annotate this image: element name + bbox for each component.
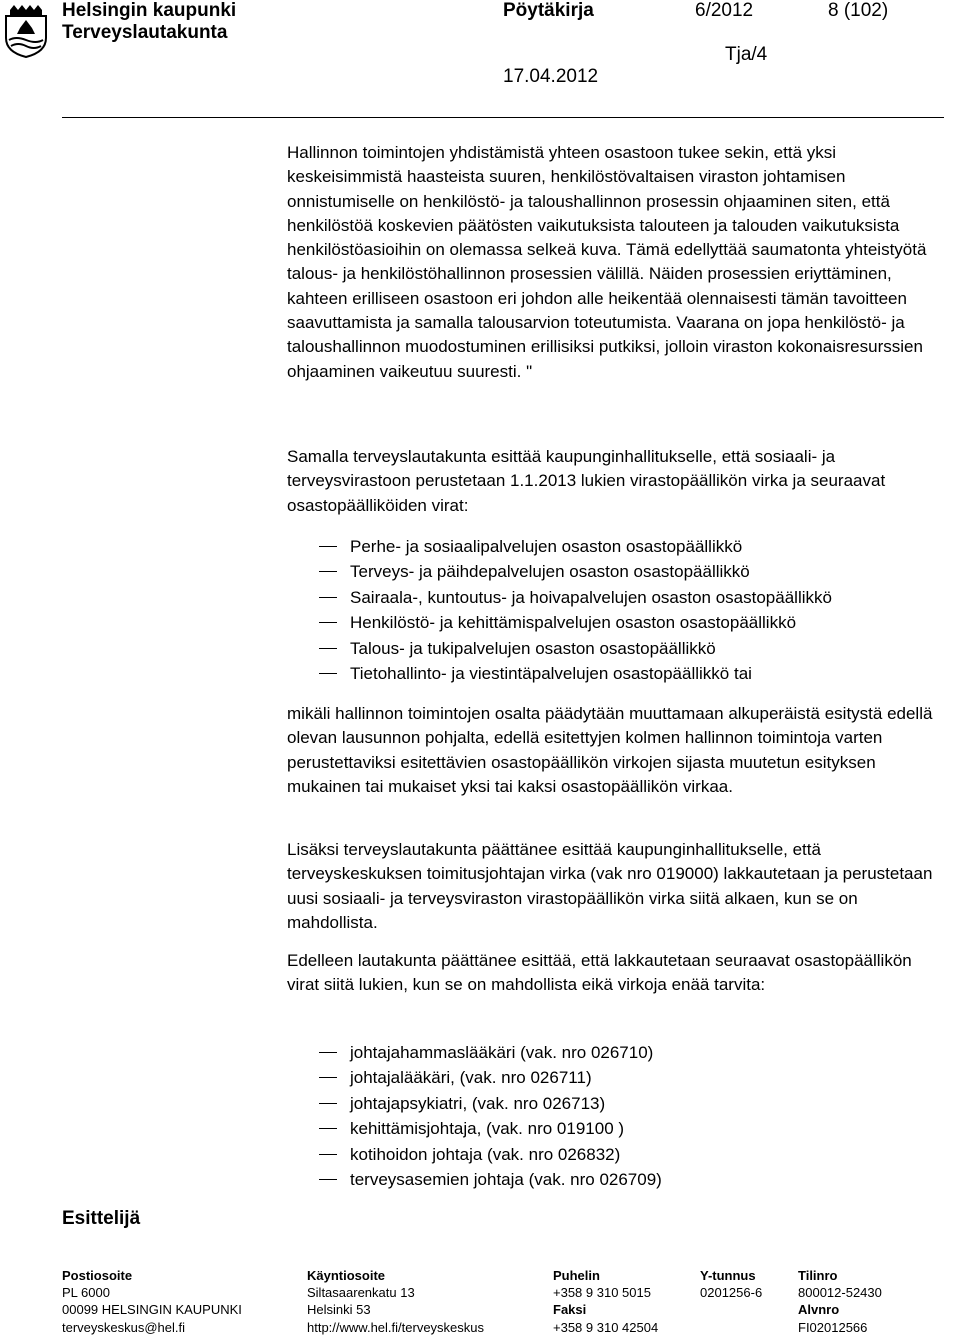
paragraph-text: mikäli hallinnon toimintojen osalta päädytään muuttamaan alkuperäistä esitystä edellä olevan lausunnon pohjalta, edellä esitettyjen kolmen hallinnon toimintoja varten perustettaviksi esitettävien osastopäällikön virkojen sijasta muutetun esityksen mukainen tai mukaiset yksi tai kaksi osastopäällikön virkaa. — [287, 704, 933, 796]
paragraph-abolish-posts — [287, 949, 947, 998]
footer-visiting-address: Käyntiosoite Siltasaarenkatu 13 Helsinki 53 http://www.hel.fi/terveyskeskus — [307, 1268, 485, 1335]
dash-icon — [319, 597, 337, 598]
dash-icon — [319, 622, 337, 623]
list-item: terveysasemien johtaja (vak. nro 026709) — [287, 1167, 662, 1192]
city-name: Helsingin kaupunki — [62, 0, 237, 21]
footer-phone: Puhelin +358 9 310 5015 Faksi +358 9 310 42504 — [553, 1268, 659, 1335]
dash-icon — [319, 1077, 337, 1078]
list-item: Perhe- ja sosiaalipalvelujen osaston osastopäällikkö — [287, 534, 832, 559]
footer-heading: Tilinro — [798, 1268, 838, 1283]
presenter-label: Esittelijä — [62, 1208, 141, 1229]
footer-heading: Postiosoite — [62, 1268, 133, 1283]
paragraph-text: Samalla terveyslautakunta esittää kaupunginhallitukselle, että sosiaali- ja terveysvirastoon perustetaan 1.1.2013 lukien virastopäällikön virka ja seuraavat osastopäälliköiden virat: — [287, 447, 886, 515]
list-item: kotihoidon johtaja (vak. nro 026832) — [287, 1142, 662, 1167]
list-item: Henkilöstö- ja kehittämispalvelujen osaston osastopäällikkö — [287, 610, 832, 635]
footer-heading: Puhelin — [553, 1268, 600, 1283]
page-number: 8 (102) — [828, 0, 889, 21]
paragraph-proposal — [287, 445, 947, 518]
footer-heading: Alvnro — [798, 1302, 840, 1318]
paragraph-admin-merger — [287, 141, 947, 384]
dash-icon — [319, 648, 337, 649]
meeting-date: 17.04.2012 — [503, 66, 599, 87]
document-number: 6/2012 — [695, 0, 754, 21]
header-divider — [62, 117, 944, 118]
dash-icon — [319, 1128, 337, 1129]
paragraph-ceo-post — [287, 838, 947, 935]
list-item: Sairaala-, kuntoutus- ja hoivapalvelujen osaston osastopäällikkö — [287, 585, 832, 610]
footer-website: http://www.hel.fi/terveyskeskus — [307, 1319, 485, 1335]
list-item: Tietohallinto- ja viestintäpalvelujen osastopäällikkö tai — [287, 661, 832, 686]
footer-business-id: Y-tunnus 0201256-6 — [700, 1268, 763, 1301]
paragraph-text: Hallinnon toimintojen yhdistämistä yhteen osastoon tukee sekin, että yksi keskeisimmistä haasteista suuren, henkilöstövaltaisen viraston johtamisen onnistumiselle on henkilöstö- ja taloushallinnon prosessin ohjaaminen siten, että henkilöstöä koskevien päätösten vaikutuksista talouteen ja talouden vaikutuksista henkilöstöasioihin on olemassa selkeä kuva. Tämä edellyttää saumatonta yhteistyötä talous- ja henkilöstöhallinnon prosessien välillä. Näiden prosessien eriyttäminen, kahteen erilliseen osastoon eri johdon alle heikentää olennaisesti tämän tavoitteen saavuttamista ja samalla talousarvion toteutumista. Vaarana on jopa henkilöstö- ja taloushallinnon muodostuminen erillisiksi putkiksi, jolloin viraston kokonaisresurssien ohjaaminen vaikeutuu suuresti. " — [287, 143, 927, 381]
section-code: Tja/4 — [725, 44, 768, 65]
dash-icon — [319, 1179, 337, 1180]
paragraph-text: Edelleen lautakunta päättänee esittää, että lakkautetaan seuraavat osastopäällikön virat siitä lukien, kun se on mahdollista eikä virkoja enää tarvita: — [287, 951, 912, 995]
footer-heading: Y-tunnus — [700, 1268, 756, 1283]
footer-email: terveyskeskus@hel.fi — [62, 1319, 186, 1335]
footer-heading: Käyntiosoite — [307, 1268, 386, 1283]
footer-heading: Faksi — [553, 1302, 587, 1318]
dash-icon — [319, 1103, 337, 1104]
list-item: johtajalääkäri, (vak. nro 026711) — [287, 1065, 662, 1090]
department-head-list — [287, 534, 832, 686]
dash-icon — [319, 1154, 337, 1155]
dash-icon — [319, 571, 337, 572]
abolished-posts-list — [287, 1040, 662, 1192]
board-name: Terveyslautakunta — [62, 22, 228, 43]
footer-postal-address: Postiosoite PL 6000 00099 HELSINGIN KAUPUNKI terveyskeskus@hel.fi — [62, 1268, 242, 1335]
document-type: Pöytäkirja — [503, 0, 594, 21]
list-item: Talous- ja tukipalvelujen osaston osastopäällikkö — [287, 636, 832, 661]
dash-icon — [319, 673, 337, 674]
list-item: johtajahammaslääkäri (vak. nro 026710) — [287, 1040, 662, 1065]
list-item: kehittämisjohtaja, (vak. nro 019100 ) — [287, 1116, 662, 1141]
helsinki-crest-logo — [4, 4, 48, 58]
dash-icon — [319, 546, 337, 547]
paragraph-text: Lisäksi terveyslautakunta päättänee esittää kaupunginhallitukselle, että terveyskeskuksen toimitusjohtajan virka (vak nro 019000) lakkautetaan ja perustetaan uusi sosiaali- ja terveysviraston virastopäällikön virka siitä alkaen, kun se on mahdollista. — [287, 840, 933, 932]
list-item: johtajapsykiatri, (vak. nro 026713) — [287, 1091, 662, 1116]
list-item: Terveys- ja päihdepalvelujen osaston osastopäällikkö — [287, 559, 832, 584]
footer-account: Tilinro 800012-52430 Alvnro FI02012566 — [798, 1268, 882, 1335]
dash-icon — [319, 1052, 337, 1053]
paragraph-alternative — [287, 702, 947, 799]
